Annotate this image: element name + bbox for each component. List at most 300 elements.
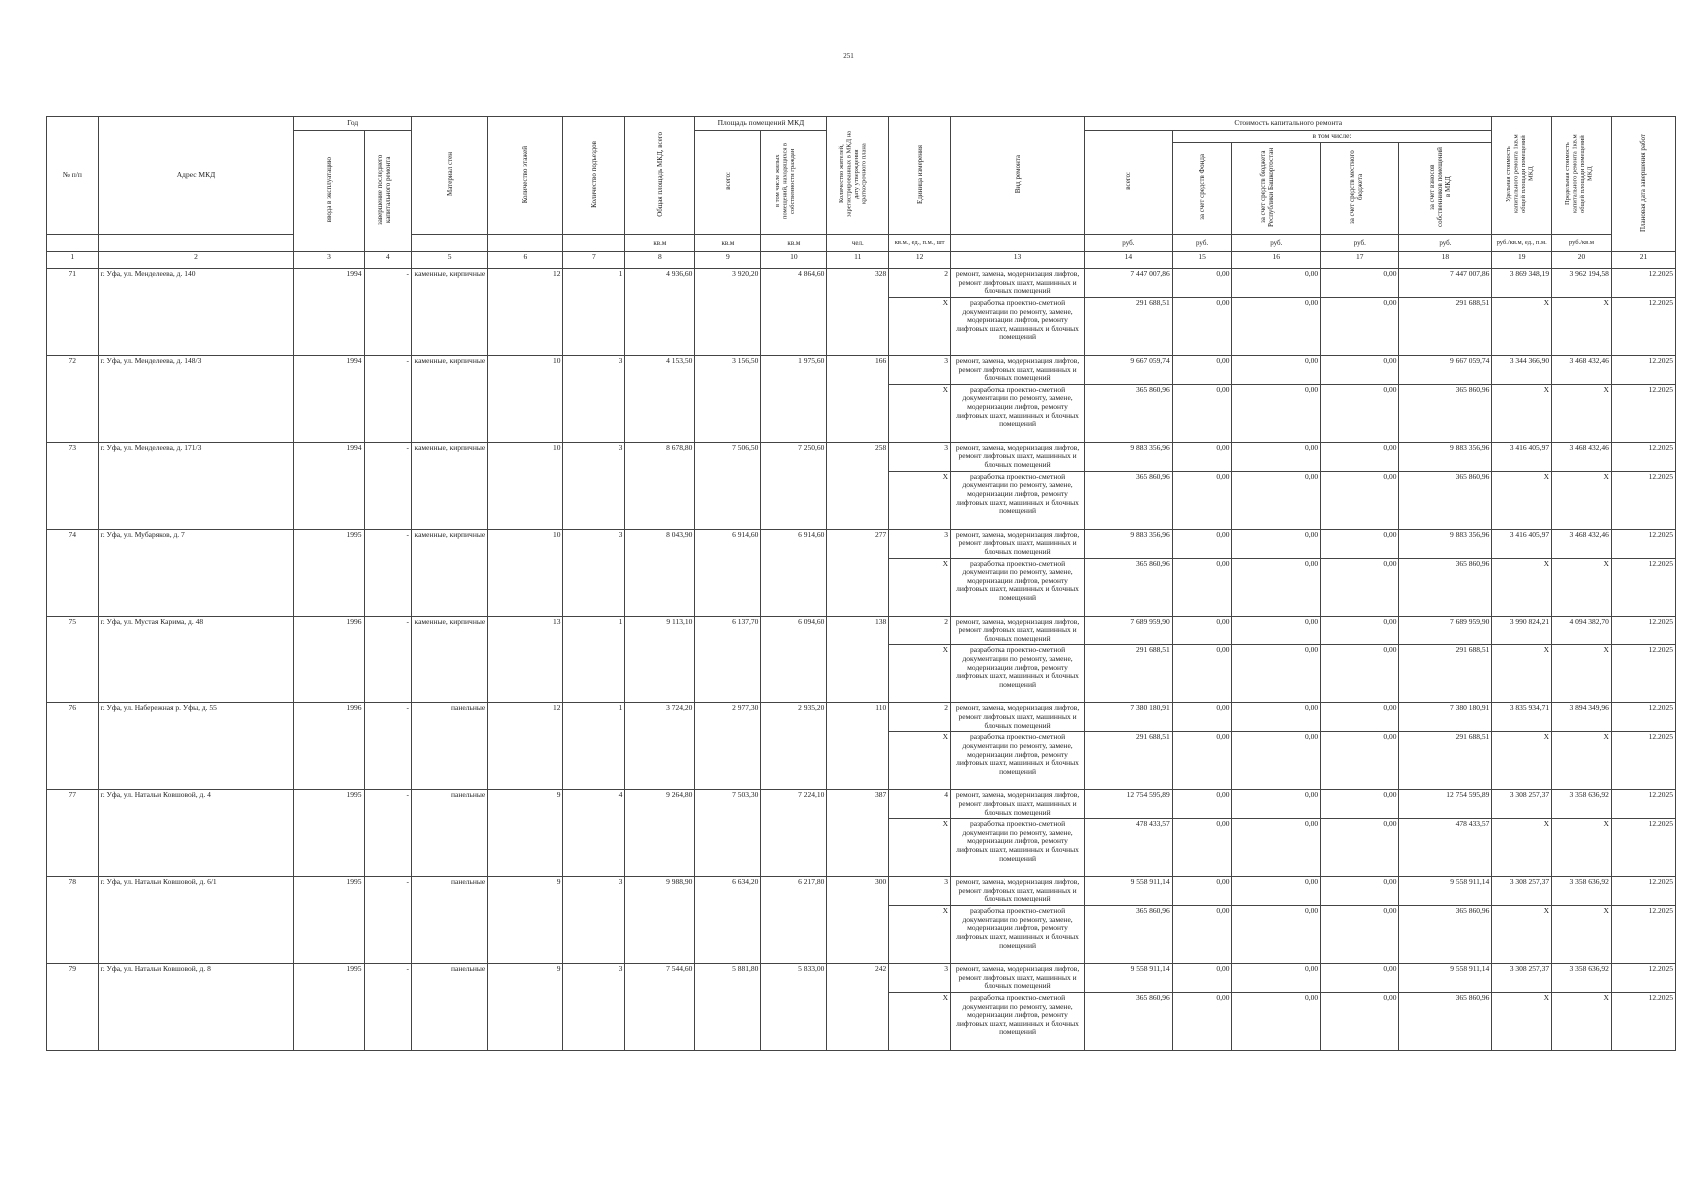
row-cost-fund: 0,00 [1172, 790, 1232, 819]
row-cost-local: 0,00 [1321, 269, 1399, 298]
row-work-type: разработка проектно-сметной документации по ремонту, замене, модернизации лифтов, ремонту лифтовых шахт, машинных и блочных помещений [951, 732, 1085, 790]
row-year-commission: 1995 [294, 529, 364, 616]
column-number: 18 [1399, 252, 1492, 269]
row-number: 72 [47, 355, 99, 442]
row-cost-owners: 365 860,96 [1399, 384, 1492, 442]
row-cost-rb: 0,00 [1232, 790, 1321, 819]
row-floors: 12 [488, 269, 563, 356]
row-work-type: разработка проектно-сметной документации по ремонту, замене, модернизации лифтов, ремонту лифтовых шахт, машинных и блочных помещений [951, 906, 1085, 964]
row-wall-material: каменные, кирпичные [411, 269, 487, 356]
row-max-cost: X [1552, 819, 1612, 877]
header-floors: Количество этажей [488, 117, 563, 235]
row-plan-date: 12.2025 [1611, 703, 1675, 732]
row-work-type: разработка проектно-сметной документации по ремонту, замене, модернизации лифтов, ремонту лифтовых шахт, машинных и блочных помещений [951, 992, 1085, 1050]
header-total-area: Общая площадь МКД, всего [625, 117, 695, 235]
row-total-area: 9 988,90 [625, 877, 695, 964]
row-cost-fund: 0,00 [1172, 297, 1232, 355]
row-unit-cost: 3 990 824,21 [1492, 616, 1552, 645]
row-wall-material: каменные, кирпичные [411, 442, 487, 529]
row-unit-cost: X [1492, 992, 1552, 1050]
row-year-commission: 1994 [294, 269, 364, 356]
column-number: 4 [364, 252, 411, 269]
row-cost-owners: 9 558 911,14 [1399, 964, 1492, 993]
unit-cell: руб. [1172, 235, 1232, 252]
row-number: 78 [47, 877, 99, 964]
header-unit: Единица измерения [889, 117, 951, 235]
column-number: 6 [488, 252, 563, 269]
row-work-type: ремонт, замена, модернизация лифтов, ремонт лифтовых шахт, машинных и блочных помещений [951, 616, 1085, 645]
row-plan-date: 12.2025 [1611, 442, 1675, 471]
table-row [47, 790, 1676, 819]
row-cost-total: 7 447 007,86 [1085, 269, 1173, 298]
row-unit-cost: 3 308 257,37 [1492, 790, 1552, 819]
row-residents: 277 [827, 529, 889, 616]
row-cost-rb: 0,00 [1232, 471, 1321, 529]
column-number: 2 [98, 252, 294, 269]
row-cost-owners: 291 688,51 [1399, 732, 1492, 790]
row-unit-cost: 3 416 405,97 [1492, 442, 1552, 471]
row-max-cost: 3 358 636,92 [1552, 964, 1612, 993]
row-unit-cost: X [1492, 732, 1552, 790]
row-cost-owners: 291 688,51 [1399, 297, 1492, 355]
header-work-type: Вид ремонта [951, 117, 1085, 235]
row-unit: X [889, 732, 951, 790]
row-unit-cost: 3 416 405,97 [1492, 529, 1552, 558]
row-max-cost: X [1552, 992, 1612, 1050]
row-cost-rb: 0,00 [1232, 645, 1321, 703]
page-number: 251 [843, 52, 854, 60]
column-number: 9 [695, 252, 761, 269]
row-cost-rb: 0,00 [1232, 529, 1321, 558]
row-cost-fund: 0,00 [1172, 703, 1232, 732]
row-cost-fund: 0,00 [1172, 645, 1232, 703]
unit-cell: чел. [827, 235, 889, 252]
row-total-area: 4 936,60 [625, 269, 695, 356]
table-row [47, 964, 1676, 993]
row-plan-date: 12.2025 [1611, 964, 1675, 993]
row-number: 75 [47, 616, 99, 703]
row-unit: 4 [889, 790, 951, 819]
row-max-cost: 3 468 432,46 [1552, 529, 1612, 558]
row-wall-material: панельные [411, 964, 487, 1051]
row-cost-fund: 0,00 [1172, 964, 1232, 993]
row-cost-fund: 0,00 [1172, 992, 1232, 1050]
row-address: г. Уфа, ул. Менделеева, д. 140 [98, 269, 294, 356]
row-cost-owners: 365 860,96 [1399, 558, 1492, 616]
row-plan-date: 12.2025 [1611, 384, 1675, 442]
header-cost-owners: за счет взносов собственников помещений в МКД [1399, 143, 1492, 235]
row-area-all: 6 914,60 [695, 529, 761, 616]
row-cost-local: 0,00 [1321, 906, 1399, 964]
row-cost-rb: 0,00 [1232, 558, 1321, 616]
row-cost-total: 12 754 595,89 [1085, 790, 1173, 819]
header-area-all: всего: [695, 131, 761, 235]
row-cost-total: 365 860,96 [1085, 992, 1173, 1050]
row-address: г. Уфа, ул. Менделеева, д. 171/3 [98, 442, 294, 529]
row-cost-owners: 478 433,57 [1399, 819, 1492, 877]
unit-cell: кв.м., ед., п.м., шт [889, 235, 951, 252]
row-work-type: разработка проектно-сметной документации по ремонту, замене, модернизации лифтов, ремонту лифтовых шахт, машинных и блочных помещений [951, 645, 1085, 703]
row-year-last-repair: - [364, 964, 411, 1051]
row-work-type: ремонт, замена, модернизация лифтов, ремонт лифтовых шахт, машинных и блочных помещений [951, 703, 1085, 732]
table-row [47, 442, 1676, 471]
header-area-owned: в том числе жилых помещений, находящихся в собственности граждан [761, 131, 827, 235]
row-year-commission: 1994 [294, 442, 364, 529]
unit-cell: руб./кв.м, ед., п.м. [1492, 235, 1552, 252]
row-number: 71 [47, 269, 99, 356]
row-area-owned: 2 935,20 [761, 703, 827, 790]
row-floors: 10 [488, 529, 563, 616]
header-cost-total: всего: [1085, 131, 1173, 235]
row-residents: 387 [827, 790, 889, 877]
table-row [47, 877, 1676, 906]
column-number: 11 [827, 252, 889, 269]
row-year-last-repair: - [364, 442, 411, 529]
row-area-owned: 1 975,60 [761, 355, 827, 442]
row-plan-date: 12.2025 [1611, 558, 1675, 616]
column-number: 21 [1611, 252, 1675, 269]
row-area-owned: 6 914,60 [761, 529, 827, 616]
row-work-type: разработка проектно-сметной документации по ремонту, замене, модернизации лифтов, ремонту лифтовых шахт, машинных и блочных помещений [951, 384, 1085, 442]
row-cost-fund: 0,00 [1172, 384, 1232, 442]
row-entrances: 3 [563, 355, 625, 442]
row-unit-cost: 3 308 257,37 [1492, 964, 1552, 993]
row-cost-total: 9 558 911,14 [1085, 877, 1173, 906]
header-cost-group: Стоимость капитального ремонта [1085, 117, 1492, 131]
column-number: 8 [625, 252, 695, 269]
unit-cell: кв.м [695, 235, 761, 252]
row-entrances: 1 [563, 616, 625, 703]
row-max-cost: X [1552, 645, 1612, 703]
row-unit: 2 [889, 269, 951, 298]
row-cost-fund: 0,00 [1172, 616, 1232, 645]
row-max-cost: 3 468 432,46 [1552, 355, 1612, 384]
row-unit: X [889, 384, 951, 442]
header-address: Адрес МКД [98, 117, 294, 235]
row-cost-total: 291 688,51 [1085, 732, 1173, 790]
row-unit: 3 [889, 355, 951, 384]
row-residents: 242 [827, 964, 889, 1051]
row-plan-date: 12.2025 [1611, 877, 1675, 906]
table-body [47, 269, 1676, 1051]
row-unit: X [889, 645, 951, 703]
column-number: 10 [761, 252, 827, 269]
column-number: 12 [889, 252, 951, 269]
row-cost-fund: 0,00 [1172, 819, 1232, 877]
row-unit: 2 [889, 616, 951, 645]
row-wall-material: каменные, кирпичные [411, 529, 487, 616]
row-cost-rb: 0,00 [1232, 384, 1321, 442]
row-unit: X [889, 906, 951, 964]
header-num: № п/п [47, 117, 99, 235]
row-unit: X [889, 471, 951, 529]
row-cost-local: 0,00 [1321, 790, 1399, 819]
row-plan-date: 12.2025 [1611, 297, 1675, 355]
row-plan-date: 12.2025 [1611, 732, 1675, 790]
unit-cell [98, 235, 294, 252]
header-residents: Количество жителей, зарегистрированных в МКД на дату утверждения краткосрочного плана [827, 117, 889, 235]
table-row [47, 355, 1676, 384]
row-total-area: 8 043,90 [625, 529, 695, 616]
unit-cell [951, 235, 1085, 252]
row-plan-date: 12.2025 [1611, 790, 1675, 819]
row-area-owned: 4 864,60 [761, 269, 827, 356]
row-unit: 3 [889, 877, 951, 906]
unit-cell: кв.м [761, 235, 827, 252]
row-year-commission: 1994 [294, 355, 364, 442]
capital-repair-table-container [46, 116, 1676, 1051]
row-area-all: 5 881,80 [695, 964, 761, 1051]
column-number: 14 [1085, 252, 1173, 269]
row-max-cost: 3 358 636,92 [1552, 877, 1612, 906]
row-cost-fund: 0,00 [1172, 558, 1232, 616]
table-row [47, 529, 1676, 558]
row-number: 76 [47, 703, 99, 790]
row-cost-total: 365 860,96 [1085, 558, 1173, 616]
row-cost-fund: 0,00 [1172, 529, 1232, 558]
row-wall-material: каменные, кирпичные [411, 355, 487, 442]
row-address: г. Уфа, ул. Менделеева, д. 148/3 [98, 355, 294, 442]
row-max-cost: X [1552, 732, 1612, 790]
row-cost-rb: 0,00 [1232, 442, 1321, 471]
row-area-owned: 5 833,00 [761, 964, 827, 1051]
row-entrances: 3 [563, 529, 625, 616]
row-cost-owners: 365 860,96 [1399, 992, 1492, 1050]
row-address: г. Уфа, ул. Натальи Ковшовой, д. 8 [98, 964, 294, 1051]
header-year-commission: ввода в эксплуатацию [294, 131, 364, 252]
row-cost-local: 0,00 [1321, 703, 1399, 732]
row-cost-owners: 291 688,51 [1399, 645, 1492, 703]
header-cost-local: за счет средств местного бюджета [1321, 143, 1399, 235]
row-area-all: 6 137,70 [695, 616, 761, 703]
row-residents: 328 [827, 269, 889, 356]
row-cost-local: 0,00 [1321, 471, 1399, 529]
row-max-cost: X [1552, 906, 1612, 964]
row-area-owned: 6 094,60 [761, 616, 827, 703]
unit-cell: руб. [1232, 235, 1321, 252]
row-plan-date: 12.2025 [1611, 906, 1675, 964]
row-max-cost: 4 094 382,70 [1552, 616, 1612, 645]
row-area-owned: 7 250,60 [761, 442, 827, 529]
row-plan-date: 12.2025 [1611, 992, 1675, 1050]
row-floors: 12 [488, 703, 563, 790]
row-cost-owners: 9 667 059,74 [1399, 355, 1492, 384]
row-cost-total: 291 688,51 [1085, 297, 1173, 355]
column-number: 3 [294, 252, 364, 269]
row-work-type: разработка проектно-сметной документации по ремонту, замене, модернизации лифтов, ремонту лифтовых шахт, машинных и блочных помещений [951, 558, 1085, 616]
row-cost-owners: 9 883 356,96 [1399, 442, 1492, 471]
row-residents: 138 [827, 616, 889, 703]
row-cost-fund: 0,00 [1172, 877, 1232, 906]
row-cost-rb: 0,00 [1232, 703, 1321, 732]
row-floors: 10 [488, 442, 563, 529]
row-cost-total: 365 860,96 [1085, 906, 1173, 964]
row-entrances: 3 [563, 442, 625, 529]
row-unit-cost: 3 344 366,90 [1492, 355, 1552, 384]
row-cost-total: 9 883 356,96 [1085, 529, 1173, 558]
row-unit-cost: 3 835 934,71 [1492, 703, 1552, 732]
row-year-last-repair: - [364, 529, 411, 616]
row-plan-date: 12.2025 [1611, 819, 1675, 877]
row-max-cost: 3 358 636,92 [1552, 790, 1612, 819]
row-unit-cost: X [1492, 645, 1552, 703]
column-numbers-row [47, 252, 1676, 269]
row-area-all: 7 506,50 [695, 442, 761, 529]
row-residents: 110 [827, 703, 889, 790]
row-total-area: 4 153,50 [625, 355, 695, 442]
row-cost-fund: 0,00 [1172, 732, 1232, 790]
row-wall-material: панельные [411, 703, 487, 790]
row-entrances: 1 [563, 703, 625, 790]
row-cost-total: 9 883 356,96 [1085, 442, 1173, 471]
row-cost-fund: 0,00 [1172, 269, 1232, 298]
row-max-cost: X [1552, 297, 1612, 355]
row-cost-rb: 0,00 [1232, 297, 1321, 355]
row-cost-local: 0,00 [1321, 964, 1399, 993]
row-cost-owners: 7 380 180,91 [1399, 703, 1492, 732]
column-number: 15 [1172, 252, 1232, 269]
row-area-all: 6 634,20 [695, 877, 761, 964]
row-unit-cost: 3 869 348,19 [1492, 269, 1552, 298]
column-number: 13 [951, 252, 1085, 269]
row-work-type: ремонт, замена, модернизация лифтов, ремонт лифтовых шахт, машинных и блочных помещений [951, 790, 1085, 819]
row-wall-material: каменные, кирпичные [411, 616, 487, 703]
row-max-cost: X [1552, 384, 1612, 442]
row-cost-total: 478 433,57 [1085, 819, 1173, 877]
row-total-area: 8 678,80 [625, 442, 695, 529]
row-cost-rb: 0,00 [1232, 819, 1321, 877]
row-total-area: 3 724,20 [625, 703, 695, 790]
row-unit: X [889, 297, 951, 355]
header-plan-date: Плановая дата завершения работ [1611, 117, 1675, 252]
row-max-cost: 3 962 194,58 [1552, 269, 1612, 298]
row-cost-local: 0,00 [1321, 616, 1399, 645]
capital-repair-table [46, 116, 1676, 1051]
row-year-commission: 1996 [294, 616, 364, 703]
row-year-last-repair: - [364, 790, 411, 877]
row-year-commission: 1996 [294, 703, 364, 790]
header-cost-fund: за счет средств Фонда [1172, 143, 1232, 235]
row-cost-local: 0,00 [1321, 384, 1399, 442]
row-unit: X [889, 819, 951, 877]
row-work-type: ремонт, замена, модернизация лифтов, ремонт лифтовых шахт, машинных и блочных помещений [951, 269, 1085, 298]
unit-cell [411, 235, 487, 252]
column-number: 17 [1321, 252, 1399, 269]
row-entrances: 3 [563, 964, 625, 1051]
row-cost-local: 0,00 [1321, 355, 1399, 384]
row-work-type: ремонт, замена, модернизация лифтов, ремонт лифтовых шахт, машинных и блочных помещений [951, 355, 1085, 384]
row-work-type: ремонт, замена, модернизация лифтов, ремонт лифтовых шахт, машинных и блочных помещений [951, 529, 1085, 558]
row-cost-fund: 0,00 [1172, 906, 1232, 964]
header-entrances: Количество подъездов [563, 117, 625, 235]
row-cost-local: 0,00 [1321, 529, 1399, 558]
row-cost-owners: 12 754 595,89 [1399, 790, 1492, 819]
unit-cell [47, 235, 99, 252]
row-max-cost: X [1552, 558, 1612, 616]
unit-cell: кв.м [625, 235, 695, 252]
row-address: г. Уфа, ул. Натальи Ковшовой, д. 6/1 [98, 877, 294, 964]
row-cost-rb: 0,00 [1232, 616, 1321, 645]
column-number: 5 [411, 252, 487, 269]
row-cost-local: 0,00 [1321, 732, 1399, 790]
row-year-last-repair: - [364, 355, 411, 442]
unit-cell: руб./кв.м [1552, 235, 1612, 252]
column-number: 7 [563, 252, 625, 269]
row-unit-cost: 3 308 257,37 [1492, 877, 1552, 906]
column-number: 19 [1492, 252, 1552, 269]
row-plan-date: 12.2025 [1611, 355, 1675, 384]
row-year-last-repair: - [364, 616, 411, 703]
row-cost-rb: 0,00 [1232, 964, 1321, 993]
row-cost-owners: 9 883 356,96 [1399, 529, 1492, 558]
row-area-owned: 6 217,80 [761, 877, 827, 964]
row-wall-material: панельные [411, 790, 487, 877]
row-cost-local: 0,00 [1321, 992, 1399, 1050]
row-cost-total: 9 558 911,14 [1085, 964, 1173, 993]
row-cost-owners: 365 860,96 [1399, 906, 1492, 964]
header-max-cost: Предельная стоимость капитального ремонта 1кв.м общей площади помещений МКД [1552, 117, 1612, 235]
row-unit-cost: X [1492, 906, 1552, 964]
row-unit: X [889, 992, 951, 1050]
row-residents: 300 [827, 877, 889, 964]
row-total-area: 9 264,80 [625, 790, 695, 877]
row-floors: 9 [488, 790, 563, 877]
row-cost-total: 7 380 180,91 [1085, 703, 1173, 732]
row-year-last-repair: - [364, 877, 411, 964]
row-unit-cost: X [1492, 297, 1552, 355]
row-cost-rb: 0,00 [1232, 992, 1321, 1050]
row-cost-total: 365 860,96 [1085, 384, 1173, 442]
row-unit: 3 [889, 442, 951, 471]
header-area-group: Площадь помещений МКД [695, 117, 827, 131]
row-work-type: ремонт, замена, модернизация лифтов, ремонт лифтовых шахт, машинных и блочных помещений [951, 964, 1085, 993]
row-total-area: 7 544,60 [625, 964, 695, 1051]
row-plan-date: 12.2025 [1611, 529, 1675, 558]
row-total-area: 9 113,10 [625, 616, 695, 703]
row-address: г. Уфа, ул. Мустая Карима, д. 48 [98, 616, 294, 703]
row-address: г. Уфа, ул. Набережная р. Уфы, д. 55 [98, 703, 294, 790]
row-unit-cost: X [1492, 819, 1552, 877]
row-cost-local: 0,00 [1321, 645, 1399, 703]
row-cost-rb: 0,00 [1232, 906, 1321, 964]
row-area-all: 2 977,30 [695, 703, 761, 790]
row-wall-material: панельные [411, 877, 487, 964]
unit-cell: руб. [1085, 235, 1173, 252]
row-cost-rb: 0,00 [1232, 355, 1321, 384]
row-year-last-repair: - [364, 269, 411, 356]
unit-cell: руб. [1399, 235, 1492, 252]
row-year-commission: 1995 [294, 964, 364, 1051]
column-number: 1 [47, 252, 99, 269]
row-max-cost: 3 894 349,96 [1552, 703, 1612, 732]
row-cost-owners: 9 558 911,14 [1399, 877, 1492, 906]
row-number: 77 [47, 790, 99, 877]
row-cost-local: 0,00 [1321, 297, 1399, 355]
row-cost-total: 291 688,51 [1085, 645, 1173, 703]
table-row [47, 703, 1676, 732]
row-unit: 2 [889, 703, 951, 732]
row-unit-cost: X [1492, 384, 1552, 442]
row-work-type: ремонт, замена, модернизация лифтов, ремонт лифтовых шахт, машинных и блочных помещений [951, 877, 1085, 906]
row-cost-owners: 7 447 007,86 [1399, 269, 1492, 298]
row-year-commission: 1995 [294, 877, 364, 964]
row-work-type: разработка проектно-сметной документации по ремонту, замене, модернизации лифтов, ремонту лифтовых шахт, машинных и блочных помещений [951, 819, 1085, 877]
row-entrances: 4 [563, 790, 625, 877]
row-area-owned: 7 224,10 [761, 790, 827, 877]
unit-cell [488, 235, 563, 252]
row-unit: 3 [889, 964, 951, 993]
row-entrances: 1 [563, 269, 625, 356]
